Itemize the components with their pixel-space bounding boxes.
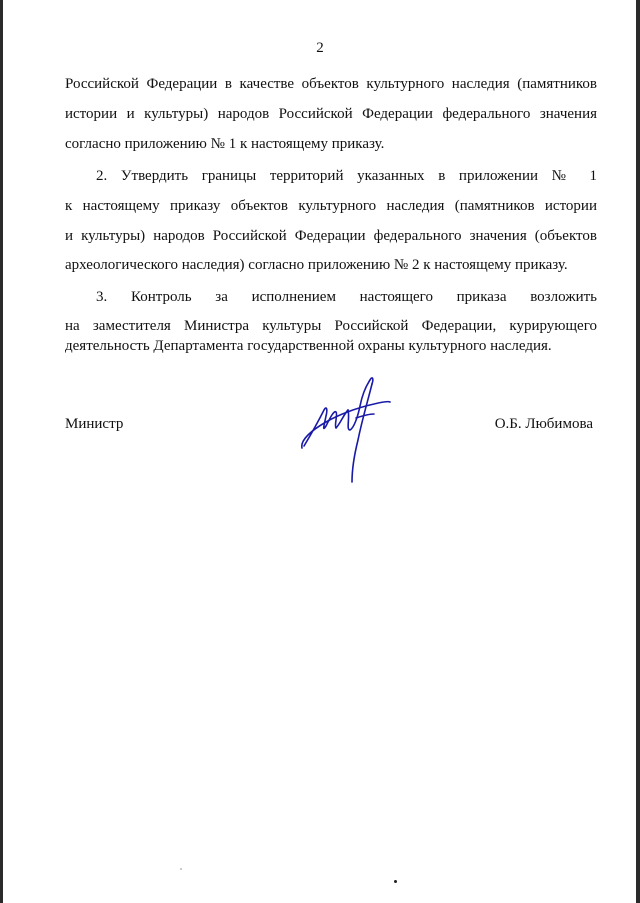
paragraph3-line-3: деятельность Департамента государственной охраны культурного наследия. [65, 338, 552, 354]
scan-speck-faint [180, 868, 182, 870]
paragraph2-line-4: археологического наследия) согласно приложению № 2 к настоящему приказу. [65, 257, 568, 273]
signatory-name: О.Б. Любимова [494, 416, 593, 432]
paragraph3-line-1: 3. Контроль за исполнением настоящего приказа возложить [96, 289, 597, 305]
paragraph2-line-1: 2. Утвердить границы территорий указанных в приложении № 1 [96, 168, 597, 184]
signatory-title: Министр [65, 416, 124, 432]
paragraph1-line-2: истории и культуры) народов Российской Федерации федерального значения [65, 106, 597, 122]
paragraph1-line-3: согласно приложению № 1 к настоящему приказу. [65, 136, 385, 152]
paragraph2-line-3: и культуры) народов Российской Федерации федерального значения (объектов [65, 228, 597, 244]
signature-stroke-loop [348, 378, 373, 430]
paragraph3-line-2: на заместителя Министра культуры Российской Федерации, курирующего [65, 318, 597, 334]
signature-stroke-underline [302, 402, 390, 448]
paragraph2-line-2: к настоящему приказу объектов культурного наследия (памятников истории [65, 198, 597, 214]
paragraph1-line-1: Российской Федерации в качестве объектов культурного наследия (памятников [65, 76, 597, 92]
handwritten-signature [298, 370, 394, 486]
page-number: 2 [316, 40, 324, 56]
scan-edge-left [0, 0, 3, 903]
scan-edge-right [636, 0, 640, 903]
scan-speck [394, 880, 397, 883]
